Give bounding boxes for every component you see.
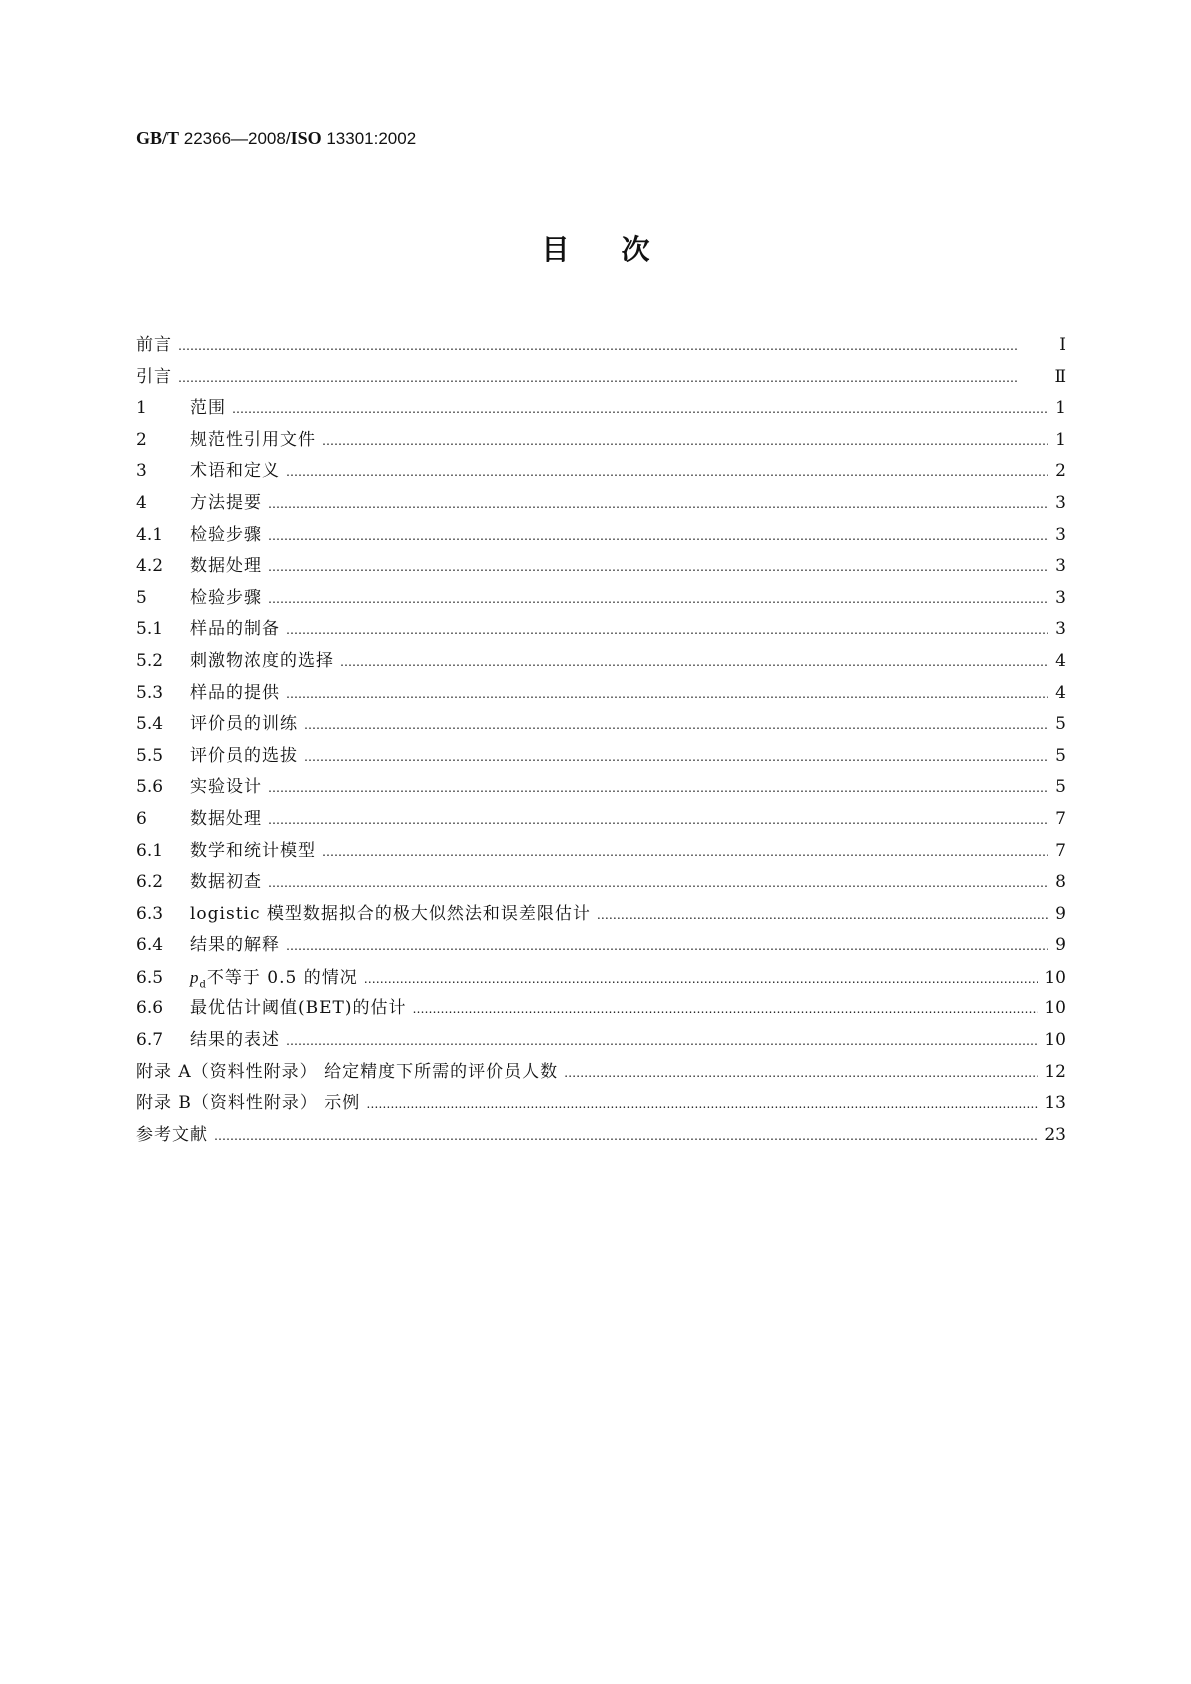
toc-entry[interactable] — [136, 551, 1066, 583]
toc-entry-title: 检验步骤 — [190, 524, 262, 545]
toc-entry-number: 4.2 — [136, 556, 164, 577]
toc-entry-number: 5.6 — [136, 777, 164, 798]
dot-leader — [564, 1058, 1038, 1090]
toc-entry-number: 5.4 — [136, 714, 164, 735]
toc-entry-title: 最优估计阈值(BET)的估计 — [190, 998, 407, 1019]
toc-entry-number: 1 — [136, 398, 147, 419]
table-of-contents — [136, 330, 1066, 1151]
toc-entry-number: 5.2 — [136, 650, 164, 671]
page-title: 目次 — [541, 233, 702, 266]
iso-number: 13301:2002 — [326, 129, 417, 148]
dot-leader — [268, 805, 1048, 837]
toc-entry[interactable] — [136, 1025, 1066, 1057]
toc-entry-title: 样品的制备 — [190, 619, 280, 640]
toc-entry-number: 3 — [136, 461, 147, 482]
dot-leader — [178, 363, 1048, 395]
dot-leader — [364, 964, 1039, 996]
dot-leader — [286, 615, 1048, 647]
toc-entry-title: 数据初查 — [190, 872, 262, 893]
toc-entry-title: logistic 模型数据拟合的极大似然法和误差限估计 — [190, 903, 591, 924]
toc-entry[interactable] — [136, 488, 1066, 520]
toc-entry[interactable] — [136, 393, 1066, 425]
toc-entry-title: 规范性引用文件 — [190, 429, 316, 450]
toc-entry-page: 2 — [1055, 461, 1066, 482]
dot-leader — [366, 1089, 1038, 1121]
standard-prefix: GB/T — [136, 128, 180, 148]
toc-entry-page: 3 — [1055, 619, 1066, 640]
toc-entry-title: 附录 A（资料性附录） 给定精度下所需的评价员人数 — [136, 1061, 559, 1082]
toc-entry-page: 9 — [1055, 903, 1066, 924]
dot-leader — [322, 426, 1048, 458]
toc-entry-number: 6.4 — [136, 935, 164, 956]
toc-entry[interactable] — [136, 1057, 1066, 1089]
dot-leader — [232, 394, 1048, 426]
toc-entry-number: 4 — [136, 492, 147, 513]
toc-entry-number: 6.3 — [136, 903, 164, 924]
toc-entry[interactable] — [136, 678, 1066, 710]
toc-entry[interactable] — [136, 993, 1066, 1025]
toc-entry-page: 3 — [1055, 587, 1066, 608]
toc-entry-number: 2 — [136, 429, 147, 450]
dot-leader — [268, 584, 1048, 616]
toc-entry-number: 6.1 — [136, 840, 164, 861]
toc-entry-page: 5 — [1055, 745, 1066, 766]
toc-entry[interactable] — [136, 1088, 1066, 1120]
dot-leader — [286, 457, 1048, 489]
toc-entry-page: Ⅰ — [1059, 335, 1066, 355]
dot-leader — [413, 994, 1039, 1026]
toc-entry-title: 引言 — [136, 366, 172, 387]
toc-entry-title: 评价员的选拔 — [190, 745, 298, 766]
toc-entry[interactable] — [136, 804, 1066, 836]
standard-number-header — [136, 128, 416, 149]
toc-entry[interactable] — [136, 362, 1066, 394]
toc-entry-number: 5.5 — [136, 745, 164, 766]
toc-entry-number: 6.6 — [136, 998, 164, 1019]
toc-entry-page: 13 — [1044, 1093, 1066, 1114]
standard-number: 22366—2008/ — [183, 129, 291, 148]
toc-entry-page: Ⅱ — [1054, 366, 1066, 387]
toc-entry-title: 数据处理 — [190, 556, 262, 577]
dot-leader — [340, 647, 1048, 679]
toc-entry[interactable] — [136, 709, 1066, 741]
dot-leader — [597, 900, 1048, 932]
dot-leader — [214, 1121, 1038, 1153]
dot-leader — [286, 1026, 1038, 1058]
toc-entry-page: 10 — [1044, 998, 1066, 1019]
toc-entry[interactable] — [136, 867, 1066, 899]
toc-entry[interactable] — [136, 772, 1066, 804]
iso-prefix: ISO — [290, 128, 322, 148]
toc-entry-number: 6.2 — [136, 872, 164, 893]
toc-entry-title: 样品的提供 — [190, 682, 280, 703]
toc-entry-title: 范围 — [190, 398, 226, 419]
toc-entry-title: 数学和统计模型 — [190, 840, 316, 861]
toc-entry[interactable] — [136, 962, 1066, 994]
toc-entry-title: 前言 — [136, 335, 172, 355]
toc-entry-page: 1 — [1055, 398, 1066, 419]
toc-entry-title: 术语和定义 — [190, 461, 280, 482]
toc-entry[interactable] — [136, 1120, 1066, 1152]
toc-entry-page: 8 — [1055, 872, 1066, 893]
dot-leader — [178, 331, 1048, 363]
dot-leader — [268, 521, 1048, 553]
toc-entry-number: 5 — [136, 587, 147, 608]
toc-entry-page: 10 — [1044, 967, 1066, 988]
dot-leader — [268, 489, 1048, 521]
toc-entry-number: 5.1 — [136, 619, 164, 640]
toc-entry[interactable] — [136, 425, 1066, 457]
toc-entry-title: 附录 B（资料性附录） 示例 — [136, 1093, 361, 1114]
dot-leader — [268, 773, 1048, 805]
toc-entry-title: 方法提要 — [190, 492, 262, 513]
toc-entry[interactable] — [136, 836, 1066, 868]
toc-entry-title: 参考文献 — [136, 1124, 208, 1145]
dot-leader — [322, 837, 1048, 869]
toc-entry-title: 结果的表述 — [190, 1030, 280, 1051]
toc-entry-number: 6.5 — [136, 967, 164, 988]
dot-leader — [286, 679, 1048, 711]
toc-entry-page: 12 — [1044, 1061, 1066, 1082]
toc-entry-title: 刺激物浓度的选择 — [190, 650, 334, 671]
toc-entry-page: 4 — [1055, 682, 1066, 703]
toc-entry[interactable] — [136, 646, 1066, 678]
toc-entry-number: 6 — [136, 808, 147, 829]
toc-entry-page: 3 — [1055, 524, 1066, 545]
toc-entry-title: 数据处理 — [190, 808, 262, 829]
toc-entry-number: 5.3 — [136, 682, 164, 703]
toc-entry-page: 23 — [1044, 1124, 1066, 1145]
toc-entry-title: 结果的解释 — [190, 935, 280, 956]
toc-entry[interactable] — [136, 520, 1066, 552]
toc-entry-page: 7 — [1055, 840, 1066, 861]
toc-entry[interactable] — [136, 456, 1066, 488]
toc-entry[interactable] — [136, 899, 1066, 931]
toc-entry[interactable] — [136, 583, 1066, 615]
toc-entry-page: 5 — [1055, 777, 1066, 798]
toc-entry-page: 9 — [1055, 935, 1066, 956]
dot-leader — [268, 868, 1048, 900]
toc-entry-title: 评价员的训练 — [190, 714, 298, 735]
toc-entry-title: 实验设计 — [190, 777, 262, 798]
toc-entry[interactable] — [136, 614, 1066, 646]
dot-leader — [304, 710, 1048, 742]
toc-entry-page: 1 — [1055, 429, 1066, 450]
toc-entry[interactable] — [136, 930, 1066, 962]
dot-leader — [268, 552, 1048, 584]
toc-entry[interactable] — [136, 330, 1066, 362]
toc-entry-title: 检验步骤 — [190, 587, 262, 608]
toc-entry-number: 4.1 — [136, 524, 164, 545]
toc-entry-number: 6.7 — [136, 1030, 164, 1051]
toc-entry-page: 5 — [1055, 714, 1066, 735]
toc-entry-title: $p_d$不等于 0.5 的情况 — [190, 967, 358, 991]
toc-entry-page: 3 — [1055, 492, 1066, 513]
toc-entry-page: 4 — [1055, 650, 1066, 671]
toc-entry-page: 3 — [1055, 556, 1066, 577]
toc-entry[interactable] — [136, 741, 1066, 773]
toc-entry-page: 7 — [1055, 808, 1066, 829]
toc-entry-page: 10 — [1044, 1030, 1066, 1051]
dot-leader — [286, 931, 1048, 963]
dot-leader — [304, 742, 1048, 774]
